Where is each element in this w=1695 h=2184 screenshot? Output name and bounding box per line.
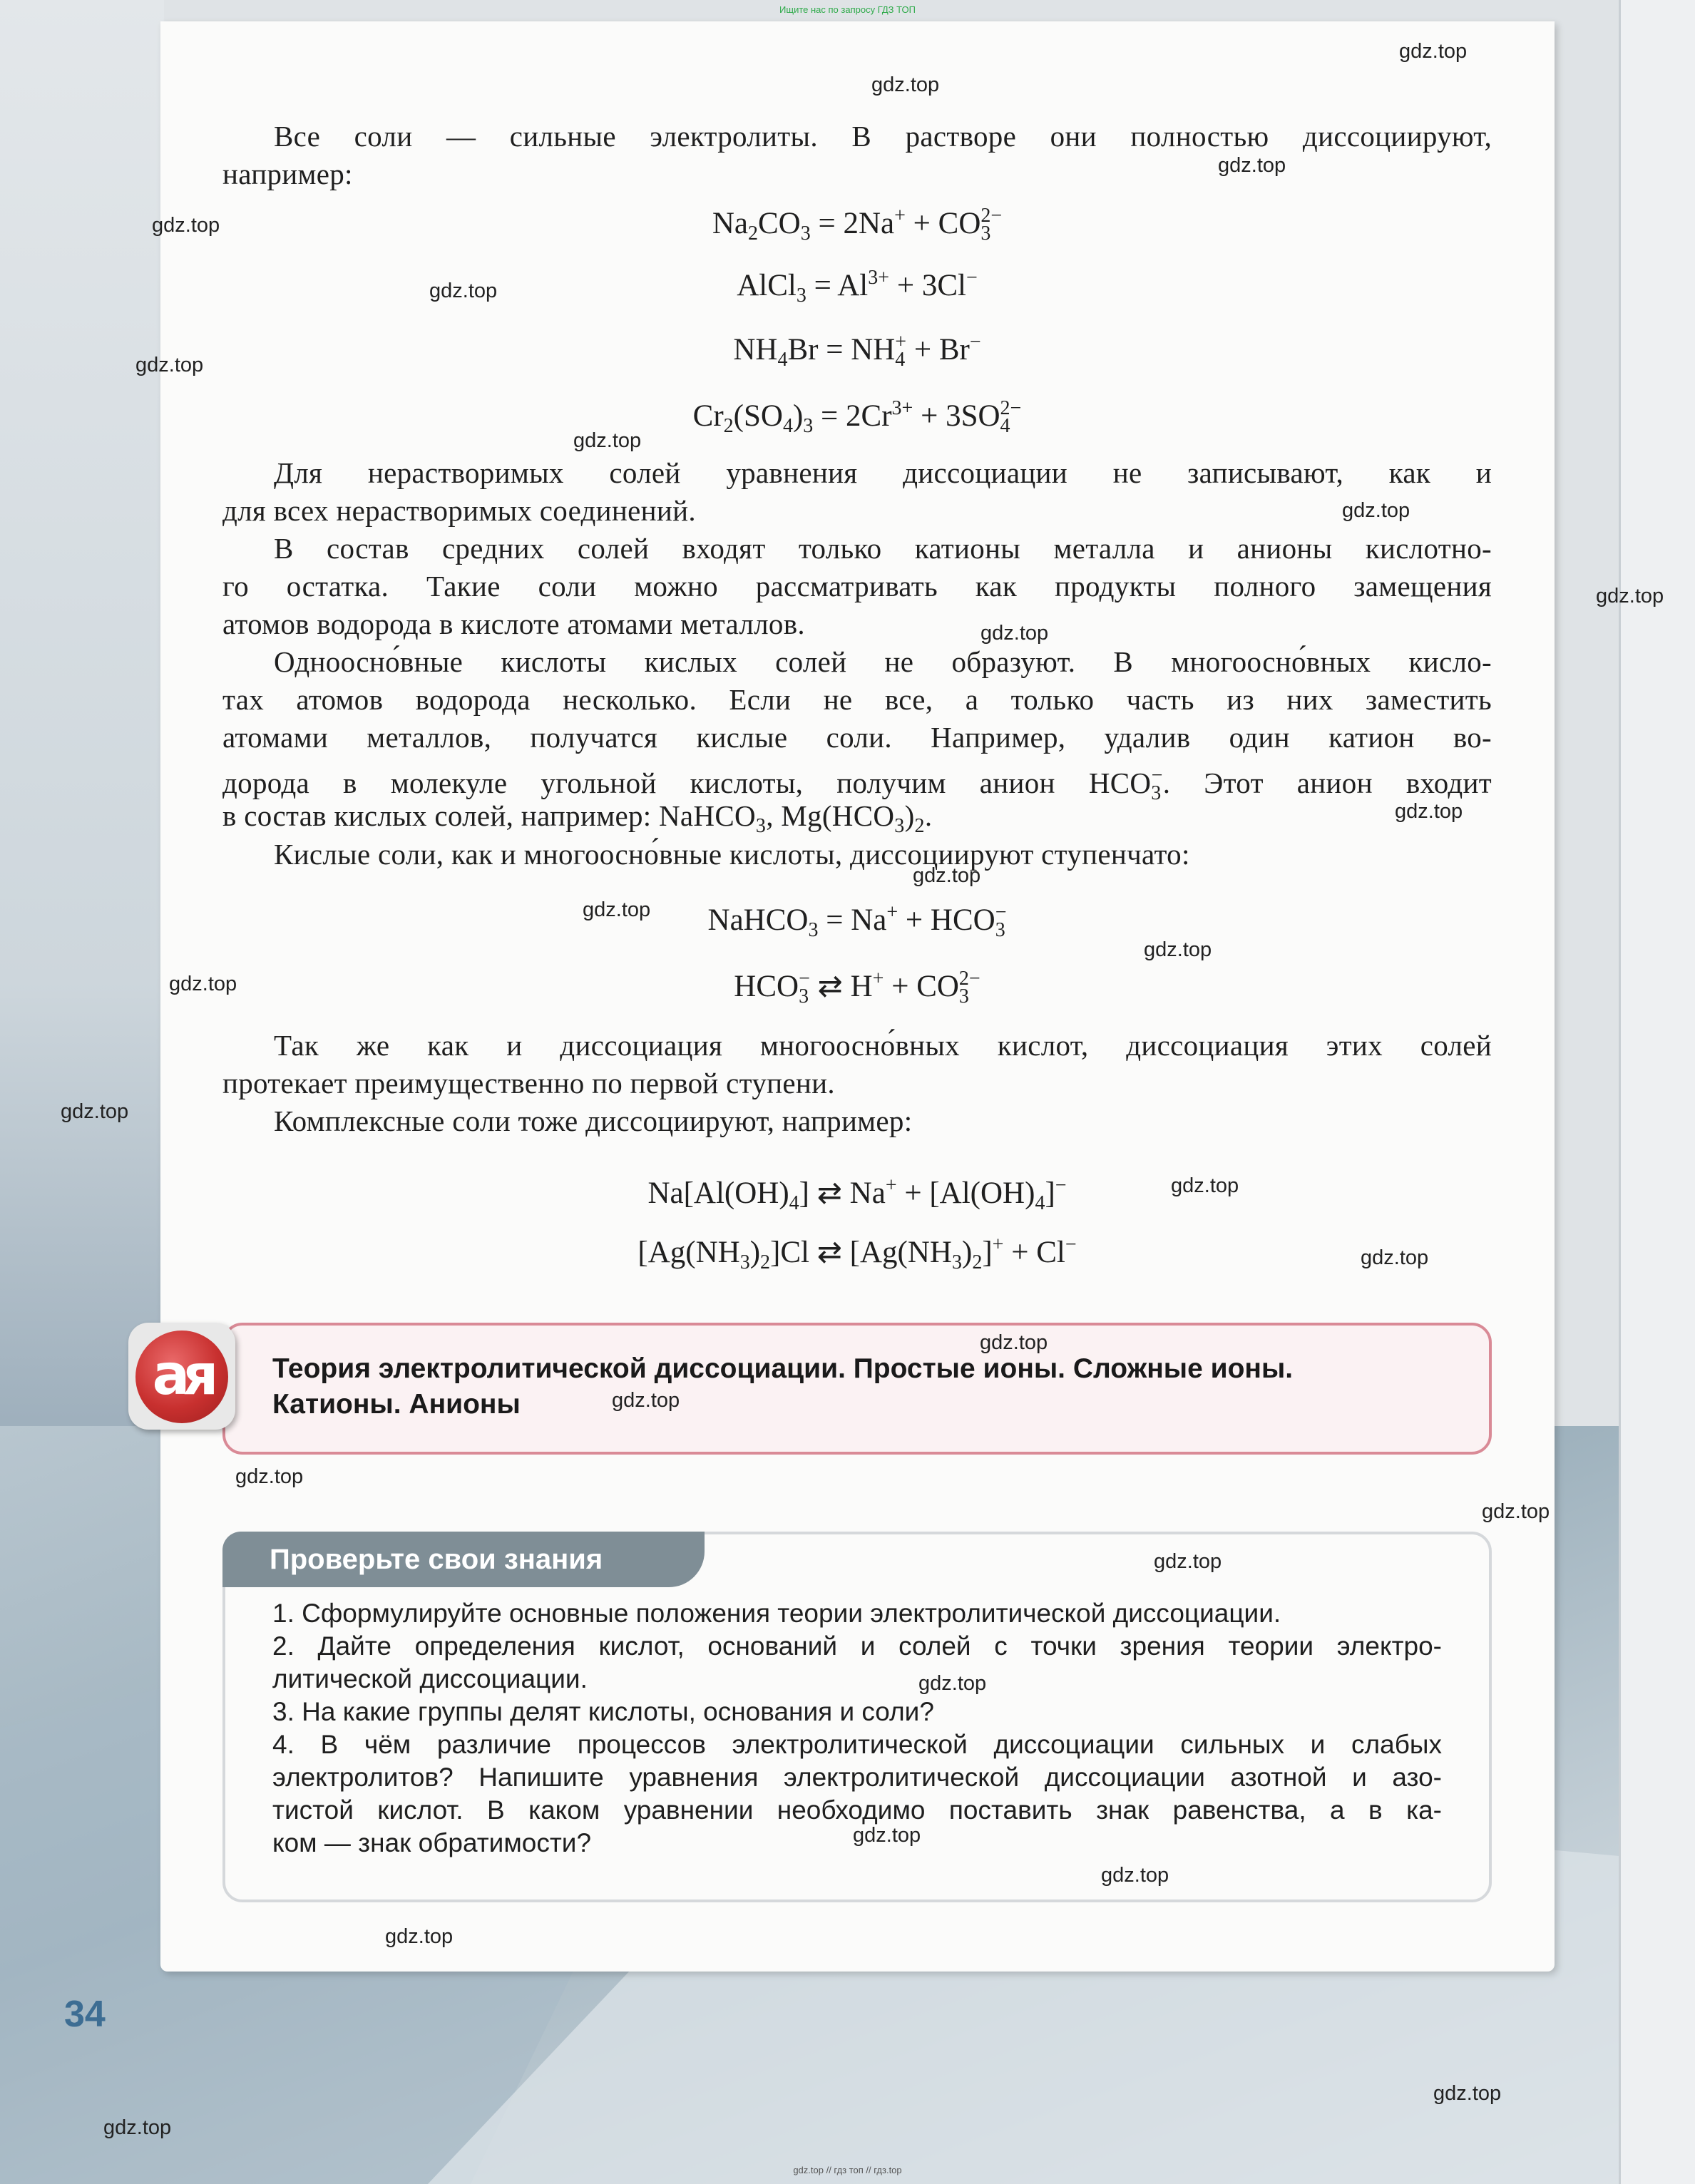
check-knowledge-title: Проверьте свои знания (222, 1532, 705, 1587)
paragraph-line: Кислые соли, как и многоосно́вные кислоты, диссоциируют ступенчато: (274, 838, 1190, 871)
watermark: gdz.top (135, 354, 204, 376)
watermark: gdz.top (1342, 499, 1410, 522)
paragraph-line: Для нерастворимых солей уравнения диссоциации не записывают, как и (274, 456, 1492, 489)
watermark: gdz.top (913, 864, 981, 887)
key-terms-line: Катионы. Анионы (272, 1389, 521, 1420)
watermark: gdz.top (573, 429, 642, 452)
bottom-banner: gdz.top // гдз топ // гдз.top (793, 2165, 902, 2175)
watermark: gdz.top (1361, 1246, 1429, 1269)
watermark: gdz.top (1154, 1550, 1222, 1573)
watermark: gdz.top (871, 73, 940, 96)
paragraph-text: . Этот анион входит (1162, 767, 1492, 799)
paragraph-line: протекает преимущественно по первой ступени. (222, 1067, 835, 1099)
watermark: gdz.top (1596, 585, 1664, 607)
formula-examples: NaHCO$_3$, $Mg(HCO_3)_2$. (659, 799, 933, 837)
formula-hco3: $HCO_3^-$ (1088, 764, 1163, 804)
equation-nh4br: $NH_4Br = NH_4^+ + Br^-$ (733, 331, 981, 371)
watermark: gdz.top (1395, 800, 1463, 823)
paragraph-line: Комплексные соли тоже диссоциируют, например: (274, 1104, 913, 1137)
watermark: gdz.top (612, 1389, 680, 1412)
equation-cr2so43: $Cr_2(SO_4)_3 = 2Cr^{3+} + 3SO_4^{2-}$ (692, 397, 1022, 437)
equation-alcl3: AlCl$_3$ = $Al^{3+} + 3Cl^-$ (737, 267, 978, 307)
paragraph-line: для всех нерастворимых соединений. (222, 494, 696, 527)
watermark: gdz.top (1144, 938, 1212, 961)
watermark: gdz.top (61, 1100, 129, 1123)
watermark: gdz.top (169, 973, 237, 995)
watermark: gdz.top (1433, 2082, 1502, 2105)
watermark: gdz.top (583, 898, 651, 921)
question-2-line: 2. Дайте определения кислот, оснований и солей с точки зрения теории электро- (272, 1631, 1442, 1661)
watermark: gdz.top (152, 214, 220, 237)
paragraph-text: дорода в молекуле угольной кислоты, получим анион (222, 767, 1055, 799)
watermark: gdz.top (429, 280, 498, 302)
top-banner: Ищите нас по запросу ГДЗ ТОП (779, 4, 916, 15)
key-terms-icon: ая (135, 1331, 228, 1423)
question-4-line: 4. В чём различие процессов электролитической диссоциации сильных и слабых (272, 1730, 1442, 1759)
watermark: gdz.top (385, 1925, 454, 1948)
equation-hco3: $HCO_3^-$ ⇄ $H^+ + CO_3^{2-}$ (734, 968, 980, 1008)
paragraph-line: Все соли — сильные электролиты. В растворе они полностью диссоциируют, (274, 120, 1492, 153)
watermark: gdz.top (853, 1824, 921, 1847)
question-4-line: ком — знак обратимости? (272, 1828, 592, 1857)
paragraph-text: в состав кислых солей, например: (222, 799, 652, 832)
watermark: gdz.top (1399, 40, 1468, 63)
watermark: gdz.top (103, 2116, 172, 2139)
paragraph-line: го остатка. Такие соли можно рассматривать как продукты полного замещения (222, 570, 1492, 603)
question-3: 3. На какие группы делят кислоты, основания и соли? (272, 1697, 934, 1726)
watermark: gdz.top (1101, 1864, 1169, 1887)
key-terms-text (272, 1351, 1478, 1422)
paragraph-line: Так же как и диссоциация многоосно́вных кислот, диссоциация этих солей (274, 1029, 1492, 1062)
watermark: gdz.top (918, 1672, 987, 1695)
next-page-edge (1619, 0, 1695, 2184)
watermark: gdz.top (1171, 1174, 1239, 1197)
question-2-line: литической диссоциации. (272, 1664, 588, 1693)
watermark: gdz.top (1218, 154, 1286, 177)
page-number: 34 (64, 1994, 106, 2035)
paragraph-line: тах атомов водорода несколько. Если не все, а только часть из них заместить (222, 683, 1492, 716)
paragraph-line: атомами металлов, получатся кислые соли. Например, удалив один катион во- (222, 721, 1492, 754)
equation-ag-nh3: $[Ag(NH_3)_2]Cl$ ⇄ $[Ag(NH_3)_2]^+ + Cl^-$ (637, 1234, 1077, 1273)
question-4-line: электролитов? Напишите уравнения электролитической диссоциации азотной и азо- (272, 1763, 1442, 1792)
watermark: gdz.top (980, 1331, 1048, 1354)
equation-na-aloh4: $Na[Al(OH)_4]$ ⇄ $Na^+ + [Al(OH)_4]^-$ (647, 1174, 1067, 1214)
paragraph-line: атомов водорода в кислоте атомами металлов. (222, 607, 805, 640)
equation-na2co3: $Na_2CO_3 = 2Na^+ + CO_3^{2-}$ (712, 205, 1003, 245)
paragraph-line: Одноосно́вные кислоты кислых солей не образуют. В многоосно́вных кисло- (274, 645, 1492, 678)
watermark: gdz.top (235, 1465, 304, 1488)
key-terms-line: Теория электролитической диссоциации. Простые ионы. Сложные ионы. (272, 1353, 1294, 1384)
paragraph-line: В состав средних солей входят только катионы металла и анионы кислотно- (274, 532, 1492, 565)
paragraph-line: например: (222, 158, 353, 190)
question-1: 1. Сформулируйте основные положения теории электролитической диссоциации. (272, 1599, 1281, 1628)
question-4-line: тистой кислот. В каком уравнении необходимо поставить знак равенства, а в ка- (272, 1795, 1442, 1825)
watermark: gdz.top (980, 622, 1049, 645)
equation-nahco3: NaHCO$_3$ = $Na^+ + HCO_3^-$ (707, 901, 1007, 941)
watermark: gdz.top (1482, 1500, 1550, 1523)
